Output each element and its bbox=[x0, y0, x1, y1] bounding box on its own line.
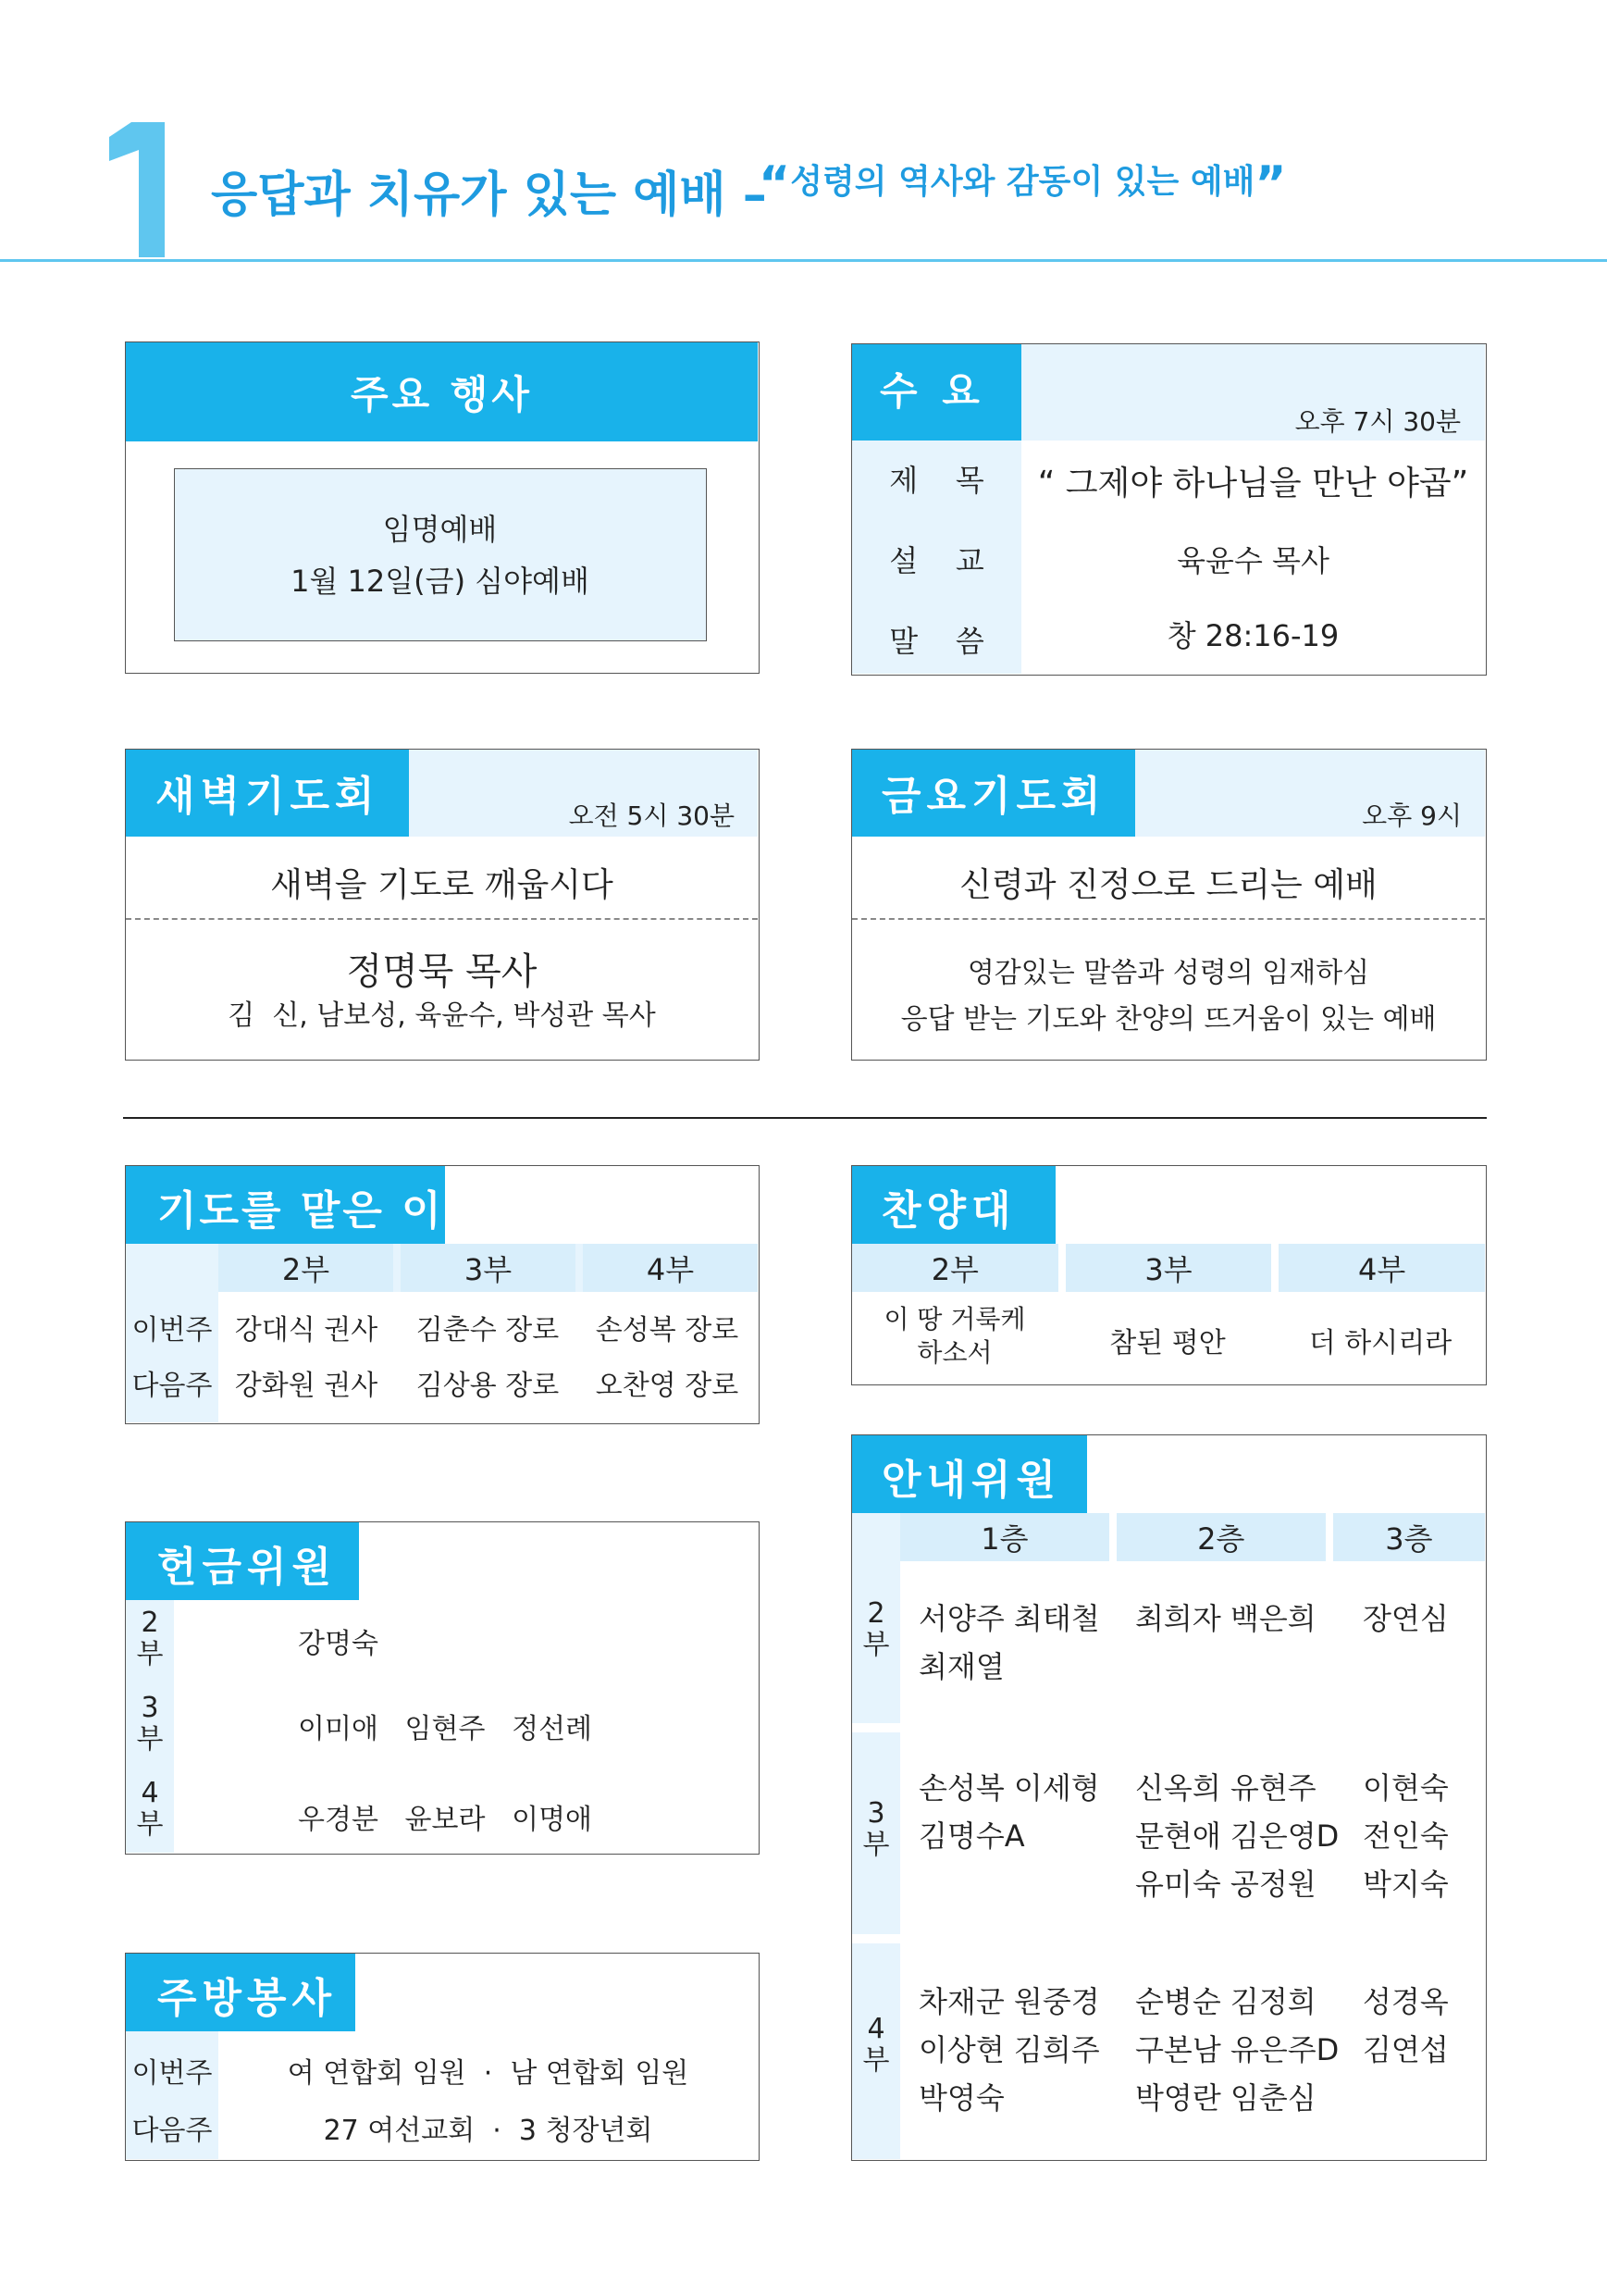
prayer-row-next-week: 다음주 bbox=[131, 1370, 213, 1402]
ushers-col-2f: 2층 bbox=[1117, 1513, 1326, 1561]
page-title: 응답과 치유가 있는 예배 – bbox=[211, 168, 767, 223]
offering-part-bu: 부 bbox=[136, 1723, 164, 1756]
page-subtitle bbox=[759, 155, 1287, 212]
prayer-heading: 기도를 맡은 이 bbox=[126, 1166, 445, 1244]
prayer-cell: 손성복 장로 bbox=[595, 1314, 739, 1347]
offering-heading: 헌금위원 bbox=[126, 1522, 359, 1600]
dawn-time: 오전 5시 30분 bbox=[568, 800, 735, 831]
ushers-part-num: 4 bbox=[867, 2013, 885, 2045]
choir-col-4: 4부 bbox=[1279, 1244, 1485, 1292]
choir-box bbox=[851, 1165, 1487, 1385]
wednesday-label-preacher: 설 교 bbox=[889, 543, 984, 578]
ushers-cell: 이현숙 전인숙 박지숙 bbox=[1363, 1770, 1449, 1902]
kitchen-row-this-week: 이번주 bbox=[131, 2057, 213, 2090]
kitchen-value: 여 연합회 임원 · 남 연합회 임원 bbox=[287, 2057, 689, 2090]
ushers-part-num: 2 bbox=[867, 1597, 885, 1630]
dawn-heading: 새벽기도회 bbox=[126, 750, 409, 837]
offering-part-num: 2 bbox=[141, 1607, 159, 1639]
main-event-box bbox=[125, 341, 760, 674]
friday-desc2: 응답 받는 기도와 찬양의 뜨거움이 있는 예배 bbox=[900, 1003, 1437, 1036]
ushers-part-num: 3 bbox=[867, 1797, 885, 1830]
ushers-part-bu: 부 bbox=[862, 1629, 890, 1661]
dawn-others: 김 신, 남보성, 육윤수, 박성관 목사 bbox=[228, 999, 656, 1032]
wednesday-label-title: 제 목 bbox=[889, 463, 984, 498]
main-event-line2: 1월 12일(금) 심야예배 bbox=[290, 564, 589, 599]
dawn-divider bbox=[126, 918, 758, 920]
offering-names: 이미애 임현주 정선례 bbox=[298, 1713, 593, 1745]
section-separator bbox=[123, 1117, 1487, 1119]
prayer-col-4: 4부 bbox=[583, 1244, 758, 1292]
kitchen-box bbox=[125, 1953, 760, 2161]
prayer-leaders-box bbox=[125, 1165, 760, 1424]
wednesday-heading: 수 요 bbox=[852, 344, 1021, 441]
ushers-heading: 안내위원 bbox=[852, 1435, 1087, 1513]
ushers-cell: 장연심 bbox=[1363, 1601, 1449, 1636]
close-quote: ” bbox=[1255, 156, 1287, 212]
ushers-box bbox=[851, 1434, 1487, 2161]
choir-col-3: 3부 bbox=[1066, 1244, 1272, 1292]
ushers-cell: 손성복 이세형 김명수A bbox=[919, 1770, 1100, 1854]
prayer-row-this-week: 이번주 bbox=[131, 1314, 213, 1347]
prayer-column-headers bbox=[218, 1244, 758, 1292]
choir-heading: 찬양대 bbox=[852, 1166, 1056, 1244]
prayer-cell: 강대식 권사 bbox=[234, 1314, 378, 1347]
offering-names: 강명숙 bbox=[298, 1628, 378, 1660]
choir-song: 더 하시리라 bbox=[1308, 1327, 1452, 1359]
open-quote: “ bbox=[759, 156, 791, 212]
choir-col-2: 2부 bbox=[852, 1244, 1058, 1292]
prayer-cell: 김춘수 장로 bbox=[415, 1314, 560, 1347]
main-event-line1: 임명예배 bbox=[382, 512, 498, 547]
friday-prayer-box bbox=[851, 749, 1487, 1061]
ushers-cell: 성경옥 김연섭 bbox=[1363, 1984, 1449, 2067]
dawn-preacher: 정명묵 목사 bbox=[346, 950, 538, 993]
ushers-cell: 차재군 원중경 이상현 김희주 박영숙 bbox=[919, 1984, 1100, 2116]
wednesday-box bbox=[851, 343, 1487, 676]
choir-song: 참된 평안 bbox=[1109, 1327, 1226, 1359]
offering-part-num: 3 bbox=[141, 1692, 159, 1724]
friday-time: 오후 9시 bbox=[1362, 800, 1462, 831]
ushers-cell: 신옥희 유현주 문현애 김은영D 유미숙 공정원 bbox=[1135, 1770, 1340, 1902]
choir-column-headers bbox=[852, 1244, 1485, 1292]
ushers-col-1f: 1층 bbox=[900, 1513, 1109, 1561]
prayer-col-2: 2부 bbox=[218, 1244, 393, 1292]
header-rule bbox=[0, 259, 1607, 262]
prayer-cell: 강화원 권사 bbox=[234, 1370, 378, 1402]
prayer-col-3: 3부 bbox=[401, 1244, 575, 1292]
main-event-inner bbox=[174, 468, 707, 641]
ushers-cell: 서양주 최태철 최재열 bbox=[919, 1601, 1100, 1684]
kitchen-row-next-week: 다음주 bbox=[131, 2115, 213, 2147]
prayer-cell: 김상용 장로 bbox=[415, 1370, 560, 1402]
ushers-col-3f: 3층 bbox=[1333, 1513, 1485, 1561]
section-number bbox=[104, 118, 168, 257]
wednesday-header-strip bbox=[1021, 344, 1485, 441]
subtitle-text: 성령의 역사와 감동이 있는 예배 bbox=[790, 163, 1255, 201]
offering-part-bu: 부 bbox=[136, 1638, 164, 1670]
offering-names: 우경분 윤보라 이명애 bbox=[298, 1804, 593, 1836]
ushers-cell: 최희자 백은희 bbox=[1135, 1601, 1317, 1636]
wednesday-time: 오후 7시 30분 bbox=[1294, 406, 1461, 437]
ushers-part-bu: 부 bbox=[862, 1829, 890, 1861]
friday-theme: 신령과 진정으로 드리는 예배 bbox=[959, 866, 1378, 904]
friday-divider bbox=[852, 918, 1485, 920]
main-event-heading: 주요 행사 bbox=[126, 342, 758, 441]
choir-song: 이 땅 거룩케 하소서 bbox=[884, 1304, 1026, 1368]
kitchen-heading: 주방봉사 bbox=[126, 1954, 355, 2031]
prayer-cell: 오찬영 장로 bbox=[595, 1370, 739, 1402]
ushers-row-gap bbox=[852, 1934, 900, 1943]
dawn-prayer-box bbox=[125, 749, 760, 1061]
wednesday-preacher: 육윤수 목사 bbox=[1177, 543, 1329, 578]
ushers-part-bu: 부 bbox=[862, 2044, 890, 2077]
ushers-column-headers bbox=[900, 1513, 1485, 1561]
offering-part-num: 4 bbox=[141, 1777, 159, 1809]
dawn-theme: 새벽을 기도로 깨웁시다 bbox=[270, 866, 613, 904]
ushers-cell: 순병순 김정희 구본남 유은주D 박영란 임춘심 bbox=[1135, 1984, 1340, 2116]
number-one-glyph bbox=[104, 118, 168, 257]
friday-desc1: 영감있는 말씀과 성령의 임재하심 bbox=[967, 957, 1370, 989]
ushers-row-gap bbox=[852, 1723, 900, 1732]
wednesday-sermon-title: “ 그제야 하나님을 만난 야곱” bbox=[1037, 465, 1469, 503]
wednesday-label-scripture: 말 씀 bbox=[889, 624, 984, 659]
kitchen-value: 27 여선교회 · 3 청장년회 bbox=[323, 2115, 653, 2147]
offering-part-bu: 부 bbox=[136, 1808, 164, 1841]
wednesday-scripture: 창 28:16-19 bbox=[1167, 618, 1340, 653]
offering-box bbox=[125, 1521, 760, 1855]
friday-heading: 금요기도회 bbox=[852, 750, 1135, 837]
